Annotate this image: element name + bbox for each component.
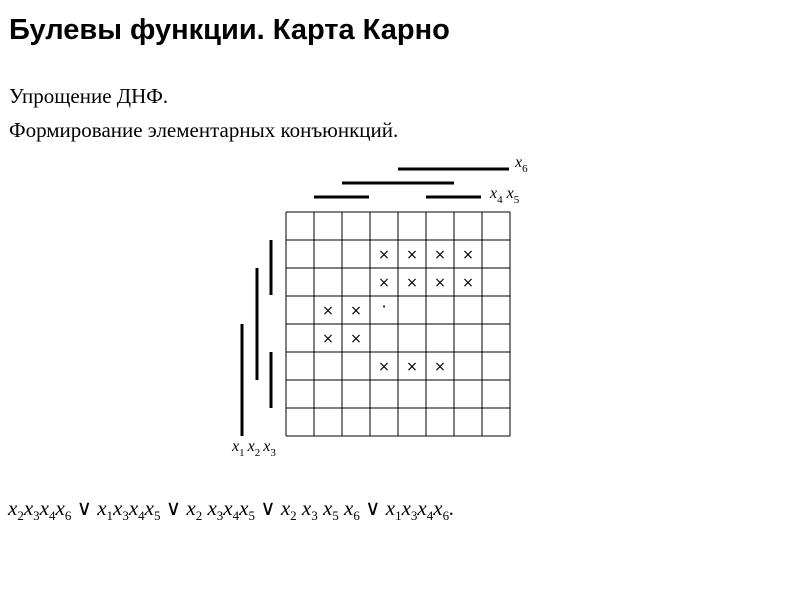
formula-literal: $x_3$ xyxy=(202,496,224,524)
kmap-cell-mark: × xyxy=(462,247,474,263)
formula-literal: $x_6$ xyxy=(338,496,360,524)
kmap-cell-mark: × xyxy=(406,275,418,291)
disjunction-operator: ∨ xyxy=(254,496,281,520)
formula-literal: $x_4$ xyxy=(39,496,56,524)
kmap-cell-mark: · xyxy=(381,297,387,316)
kmap-cell-mark: × xyxy=(434,359,446,375)
simplified-dnf-formula xyxy=(8,496,454,524)
kmap-cell-mark: × xyxy=(350,331,362,347)
kmap-cell-mark: × xyxy=(322,331,334,347)
formula-literal: $x_3$ xyxy=(23,496,40,524)
formula-literal: $x_6$ xyxy=(433,496,450,524)
subtitle-simplification: Упрощение ДНФ. xyxy=(9,84,169,108)
formula-literal: $x_6$ xyxy=(55,496,72,524)
label-x6: $x_6$ xyxy=(515,154,528,175)
kmap-cell-mark: × xyxy=(406,247,418,263)
formula-literal: $x_4$ xyxy=(128,496,145,524)
disjunction-operator: ∨ xyxy=(71,496,98,520)
kmap-cell-mark: × xyxy=(434,247,446,263)
kmap-cell-mark: × xyxy=(378,247,390,263)
kmap-cell-mark: × xyxy=(462,275,474,291)
kmap-grid xyxy=(286,212,510,436)
kmap-cell-mark: × xyxy=(322,303,334,319)
label-x1-x2-x3: $x_1$ $x_2$ $x_3$ xyxy=(232,438,276,459)
formula-literal: $x_5$ xyxy=(239,496,255,524)
formula-literal: $x_1$ xyxy=(97,496,114,524)
formula-literal: $x_1$ xyxy=(385,496,402,524)
row-brackets xyxy=(242,240,271,436)
formula-literal: $x_4$ xyxy=(223,496,240,524)
formula-literal: $x_3$ xyxy=(401,496,418,524)
formula-literal: $x_2$ xyxy=(8,496,24,524)
kmap-cell-mark: × xyxy=(350,303,362,319)
disjunction-operator: ∨ xyxy=(359,496,386,520)
kmap-cell-mark: × xyxy=(378,275,390,291)
label-x4-x5: $x_4$ $x_5$ xyxy=(490,185,520,206)
kmap-cell-mark: × xyxy=(434,275,446,291)
formula-literal: $x_2$ xyxy=(280,496,297,524)
slide-title: Булевы функции. Карта Карно xyxy=(9,14,450,46)
formula-literal: $x_4$ xyxy=(417,496,434,524)
subtitle-conjunctions: Формирование элементарных конъюнкций. xyxy=(9,118,399,142)
formula-literal: $x_5$ xyxy=(317,496,339,524)
column-brackets xyxy=(314,169,509,197)
formula-end: . xyxy=(449,496,455,520)
kmap-cell-mark: × xyxy=(378,359,390,375)
formula-literal: $x_3$ xyxy=(296,496,318,524)
formula-literal: $x_2$ xyxy=(186,496,203,524)
kmap-cell-mark: × xyxy=(406,359,418,375)
disjunction-operator: ∨ xyxy=(160,496,187,520)
formula-literal: $x_5$ xyxy=(144,496,161,524)
formula-literal: $x_3$ xyxy=(113,496,129,524)
